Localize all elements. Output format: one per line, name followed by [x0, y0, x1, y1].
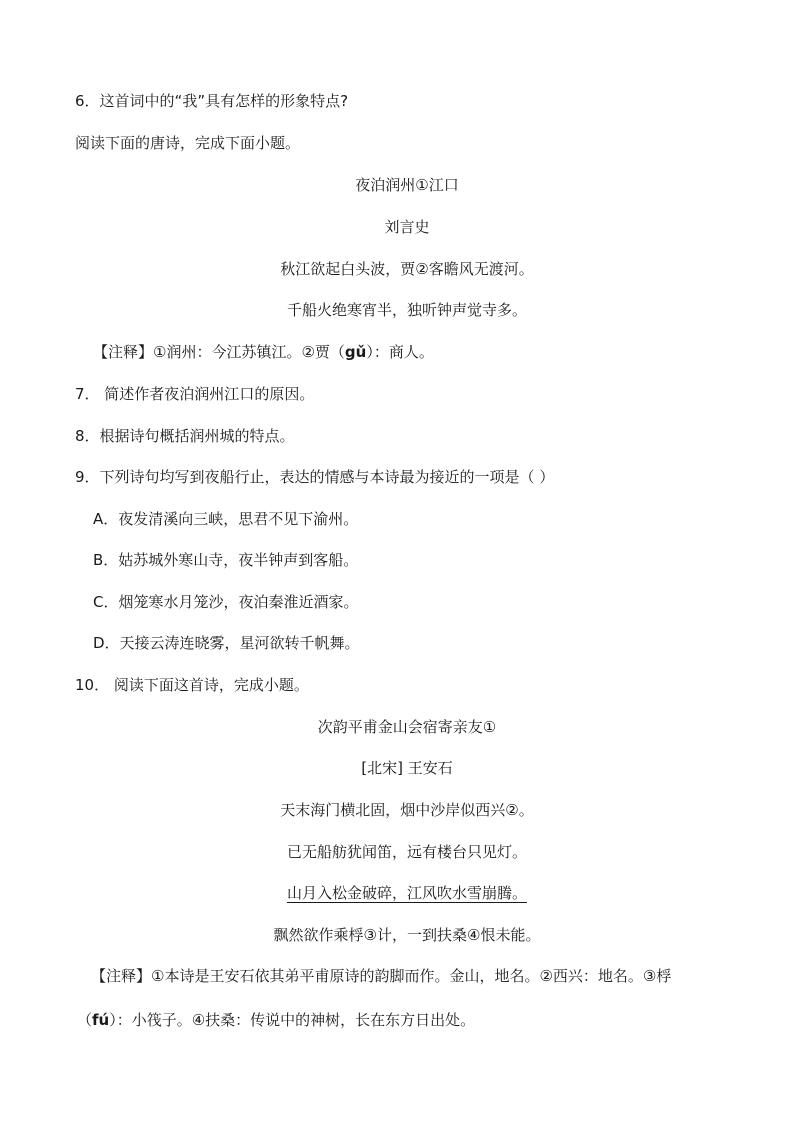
option-a: A．夜发清溪向三峡，思君不见下渝州。 [93, 510, 359, 528]
poem1-note-pinyin: gǔ [344, 343, 367, 361]
poem1-title: 夜泊润州①江口 [355, 176, 459, 194]
option-b: B．姑苏城外寒山寺，夜半钟声到客船。 [93, 551, 359, 569]
poem2-line-4: 飘然欲作乘桴③计，一到扶桑④恨未能。 [273, 926, 541, 944]
question-7: 7． 简述作者夜泊润州江口的原因。 [75, 385, 315, 403]
option-d: D．天接云涛连晓雾，星河欲转千帆舞。 [93, 634, 360, 652]
poem2-note-line-1: 【注释】①本诗是王安石依其弟平甫原诗的韵脚而作。金山，地名。②西兴：地名。③桴 [91, 967, 672, 985]
question-9: 9．下列诗句均写到夜船行止，表达的情感与本诗最为接近的一项是（ ） [75, 468, 555, 486]
poem2-line-3-underlined [0, 883, 794, 903]
poem1-note [93, 342, 434, 362]
poem1-line-2: 千船火绝寒宵半，独听钟声觉寺多。 [286, 301, 527, 319]
poem2-title: 次韵平甫金山会宿寄亲友① [317, 718, 497, 736]
poem2-note-paren-open: （ [77, 1011, 93, 1029]
poem2-line-3-text: 山月入松金破碎，江风吹水雪崩腾。 [286, 884, 527, 902]
poem2-note-pinyin: fú [92, 1011, 110, 1029]
poem2-author: [北宋] 王安石 [361, 759, 453, 777]
question-8: 8．根据诗句概括润州城的特点。 [75, 427, 295, 445]
option-c: C．烟笼寒水月笼沙，夜泊秦淮近酒家。 [93, 593, 359, 611]
poem2-line-2: 已无船舫犹闻笛，远有楼台只见灯。 [286, 843, 527, 861]
question-10: 10． 阅读下面这首诗，完成小题。 [75, 676, 309, 694]
question-6: 6．这首词中的“我”具有怎样的形象特点? [75, 92, 349, 110]
poem2-note-line-2-text: ）：小筏子。④扶桑：传说中的神树，长在东方日出处。 [109, 1011, 476, 1029]
poem1-note-prefix: 【注释】①润州：今江苏镇江。②贾（ [93, 343, 345, 361]
poem2-note-line-2 [77, 1010, 475, 1030]
poem1-note-suffix: ）：商人。 [366, 343, 434, 361]
poem1-author: 刘言史 [384, 218, 430, 236]
poem2-line-1: 天末海门横北固，烟中沙岸似西兴②。 [280, 801, 534, 819]
poem1-line-1: 秋江欲起白头波，贾②客瞻风无渡河。 [280, 260, 534, 278]
reading-instruction: 阅读下面的唐诗，完成下面小题。 [75, 134, 301, 152]
